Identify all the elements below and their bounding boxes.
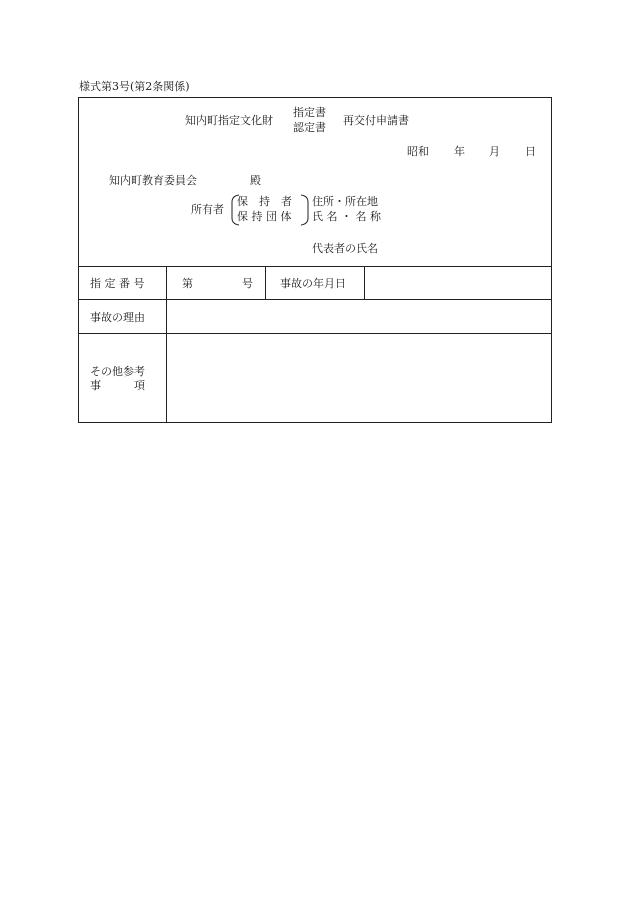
field-name: 氏 名 ・ 名 称 bbox=[312, 210, 381, 223]
number-suffix: 号 bbox=[242, 277, 253, 290]
addressee-name: 知内町教育委員会 bbox=[109, 174, 197, 187]
date-day-unit: 日 bbox=[525, 145, 536, 158]
date-year-unit: 年 bbox=[454, 145, 465, 158]
incident-date-field[interactable] bbox=[365, 267, 550, 298]
number-prefix: 第 bbox=[182, 277, 193, 290]
title-option-certification: 認定書 bbox=[293, 121, 326, 134]
title-option-designation: 指定書 bbox=[293, 106, 326, 119]
incident-date-label: 事故の年月日 bbox=[280, 277, 346, 290]
other-notes-label-line2: 事 項 bbox=[90, 379, 145, 392]
form-reference: 様式第3号(第2条関係) bbox=[79, 80, 190, 93]
representative-name-label: 代表者の氏名 bbox=[312, 242, 378, 255]
right-bracket bbox=[300, 194, 310, 226]
divider-number-cell bbox=[265, 266, 266, 299]
application-form bbox=[78, 97, 552, 423]
other-notes-field[interactable] bbox=[167, 334, 550, 422]
role-holder: 保 持 者 bbox=[237, 195, 292, 208]
reason-field[interactable] bbox=[167, 300, 550, 332]
reason-label: 事故の理由 bbox=[90, 311, 145, 324]
role-holding-group: 保 持 団 体 bbox=[237, 210, 292, 223]
date-era: 昭和 bbox=[407, 145, 429, 158]
date-month-unit: 月 bbox=[489, 145, 500, 158]
addressee-honorific: 殿 bbox=[250, 174, 261, 187]
title-suffix: 再交付申請書 bbox=[343, 114, 409, 127]
designation-number-label: 指 定 番 号 bbox=[90, 277, 145, 290]
field-address: 住所・所在地 bbox=[312, 195, 378, 208]
other-notes-label-line1: その他参考 bbox=[90, 365, 145, 378]
applicant-label: 所有者 bbox=[191, 203, 224, 216]
title-prefix: 知内町指定文化財 bbox=[185, 114, 273, 127]
